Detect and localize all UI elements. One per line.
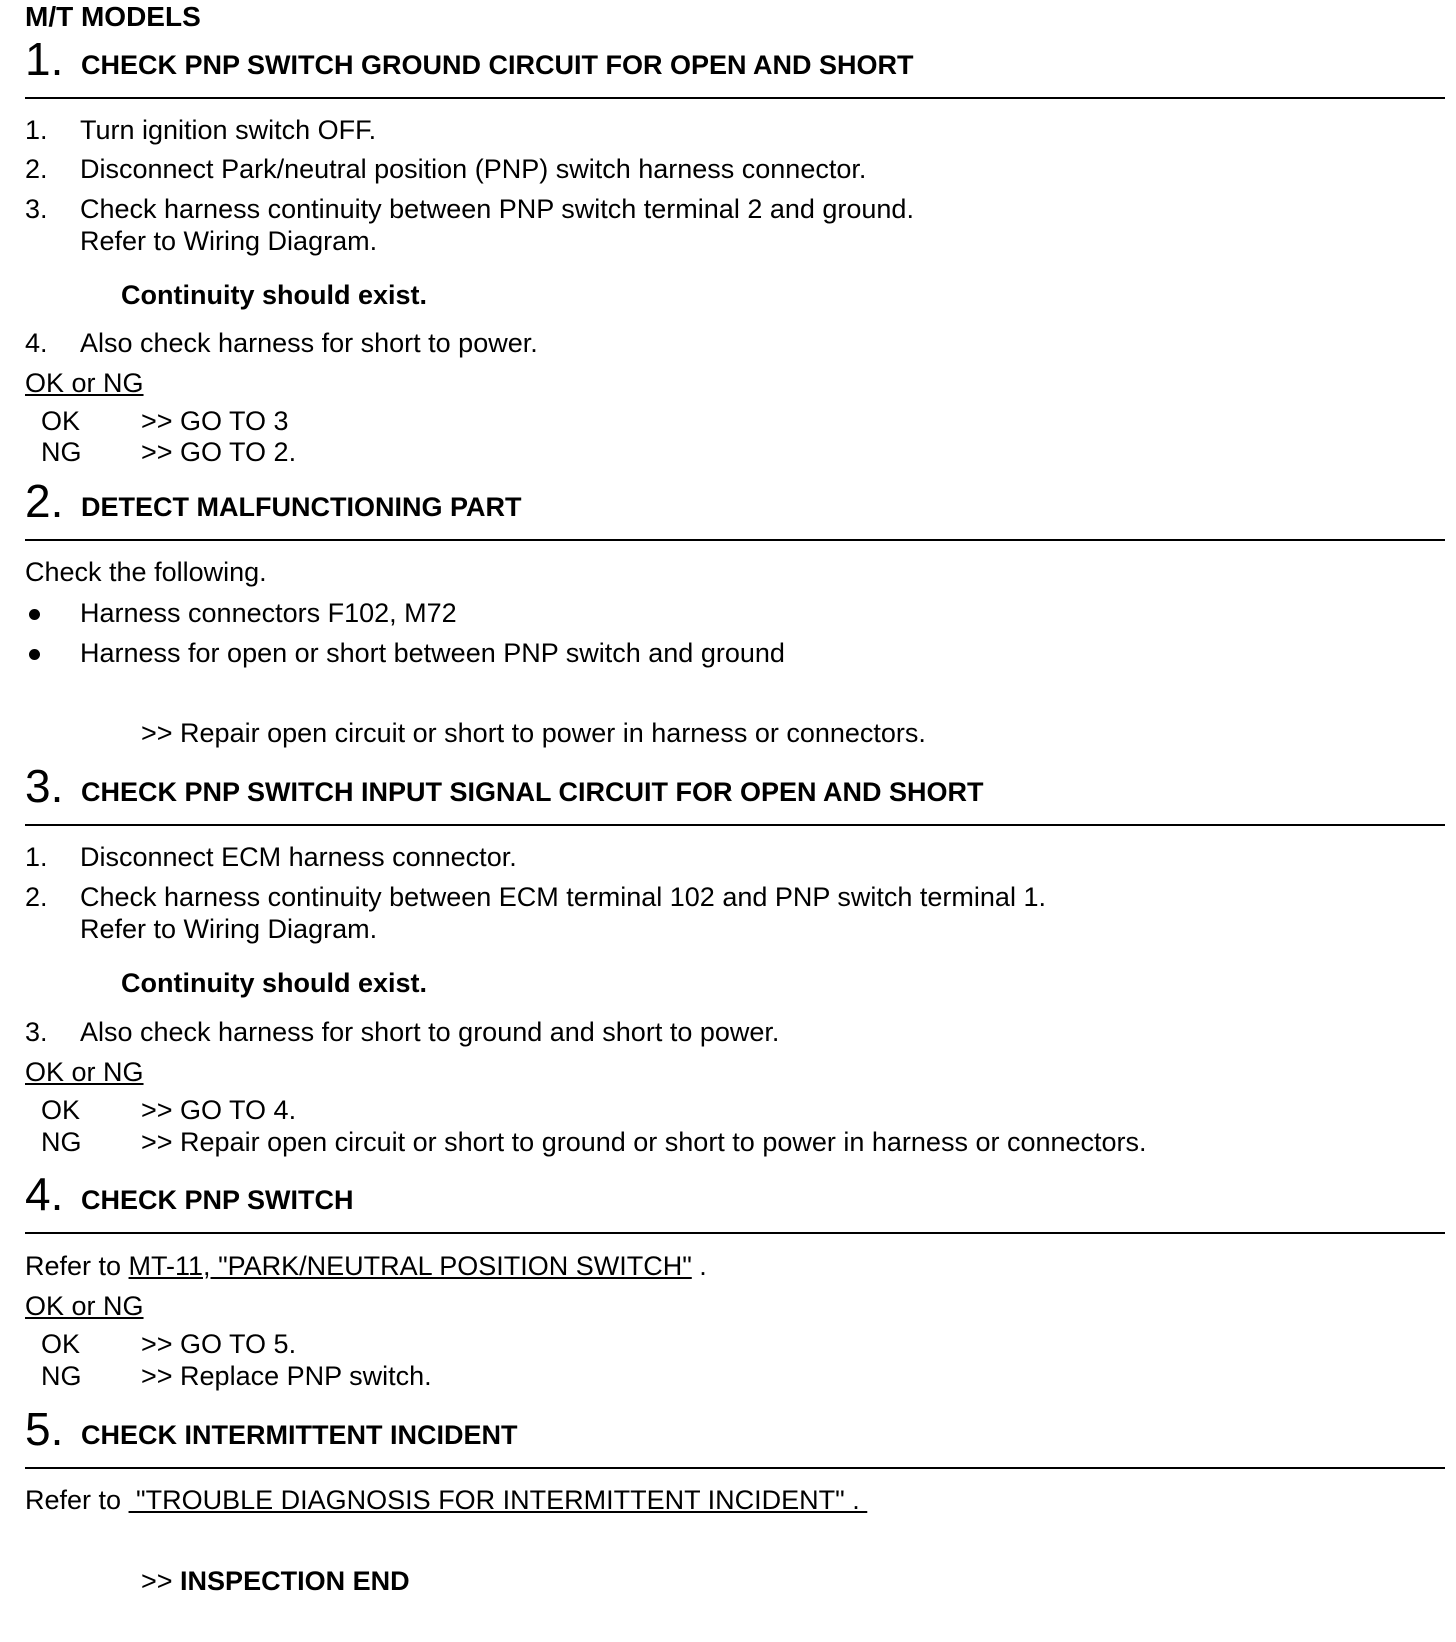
step-1-item-4-text: Also check harness for short to power. bbox=[80, 328, 538, 358]
step-3-number: 3. bbox=[25, 760, 64, 812]
step-1-header bbox=[25, 33, 1445, 85]
step-1-item-1-text: Turn ignition switch OFF. bbox=[80, 115, 377, 145]
step-5-refer bbox=[25, 1484, 867, 1516]
step-1-divider bbox=[25, 97, 1445, 99]
step-1-item-3-number: 3. bbox=[25, 194, 48, 224]
step-2-action: >> Repair open circuit or short to power in harness or connectors. bbox=[141, 718, 926, 748]
step-5-end-arrow: >> bbox=[141, 1566, 181, 1596]
step-4-divider bbox=[25, 1232, 1445, 1234]
step-1-item-3-subtext: Refer to Wiring Diagram. bbox=[80, 226, 378, 256]
step-2-number: 2. bbox=[25, 475, 64, 527]
step-1-spec: Continuity should exist. bbox=[121, 280, 428, 310]
step-4-ok-action: >> GO TO 5. bbox=[141, 1329, 297, 1359]
step-4-number: 4. bbox=[25, 1168, 64, 1220]
inspection-end-label: INSPECTION END bbox=[180, 1566, 410, 1596]
step-4-ok-code: OK bbox=[41, 1329, 81, 1359]
step-3-title: CHECK PNP SWITCH INPUT SIGNAL CIRCUIT FOR OPEN AND SHORT bbox=[81, 777, 984, 807]
step-3-ng-code: NG bbox=[41, 1127, 82, 1157]
step-3-header bbox=[25, 760, 1445, 812]
step-5-number: 5. bbox=[25, 1403, 64, 1455]
step-3-ok-ng-label: OK or NG bbox=[25, 1057, 144, 1087]
step-3-item-1-text: Disconnect ECM harness connector. bbox=[80, 842, 517, 872]
bullet-icon bbox=[29, 649, 40, 660]
step-1-item-3-text: Check harness continuity between PNP switch terminal 2 and ground. bbox=[80, 194, 914, 224]
step-1-item-1-number: 1. bbox=[25, 115, 48, 145]
step-4-ng-code: NG bbox=[41, 1361, 82, 1391]
step-2-bullet-2: Harness for open or short between PNP switch and ground bbox=[80, 638, 785, 668]
step-1-ok-code: OK bbox=[41, 406, 81, 436]
step-3-item-3-number: 3. bbox=[25, 1017, 48, 1047]
step-5-divider bbox=[25, 1467, 1445, 1469]
step-3-ng-action: >> Repair open circuit or short to ground or short to power in harness or connectors. bbox=[141, 1127, 1147, 1157]
step-4-refer-prefix: Refer to bbox=[25, 1251, 129, 1281]
step-1-ok-ng-label: OK or NG bbox=[25, 368, 144, 398]
step-2-bullet-1: Harness connectors F102, M72 bbox=[80, 598, 457, 628]
step-1-ng-action: >> GO TO 2. bbox=[141, 437, 297, 467]
step-1-item-2-text: Disconnect Park/neutral position (PNP) switch harness connector. bbox=[80, 154, 867, 184]
step-3-ok-code: OK bbox=[41, 1095, 81, 1125]
step-5-header bbox=[25, 1403, 1445, 1455]
step-1-item-4-number: 4. bbox=[25, 328, 48, 358]
step-1-item-2-number: 2. bbox=[25, 154, 48, 184]
bullet-icon bbox=[29, 609, 40, 620]
step-5-refer-prefix: Refer to bbox=[25, 1485, 129, 1515]
step-5-end bbox=[141, 1565, 410, 1597]
step-2-intro: Check the following. bbox=[25, 557, 267, 587]
step-3-item-2-number: 2. bbox=[25, 882, 48, 912]
step-4-title: CHECK PNP SWITCH bbox=[81, 1185, 354, 1215]
page-title: M/T MODELS bbox=[25, 1, 201, 32]
step-4-ng-action: >> Replace PNP switch. bbox=[141, 1361, 432, 1391]
step-3-item-2-text: Check harness continuity between ECM terminal 102 and PNP switch terminal 1. bbox=[80, 882, 1046, 912]
step-4-ok-ng-label: OK or NG bbox=[25, 1291, 144, 1321]
step-4-refer bbox=[25, 1250, 707, 1282]
park-neutral-position-switch-link[interactable]: MT-11, "PARK/NEUTRAL POSITION SWITCH" bbox=[128, 1251, 692, 1281]
intermittent-incident-link[interactable]: "TROUBLE DIAGNOSIS FOR INTERMITTENT INCIDENT" . bbox=[128, 1485, 868, 1515]
step-1-ng-code: NG bbox=[41, 437, 82, 467]
step-3-ok-action: >> GO TO 4. bbox=[141, 1095, 297, 1125]
step-3-spec: Continuity should exist. bbox=[121, 968, 428, 998]
step-4-refer-suffix: . bbox=[691, 1251, 707, 1281]
step-4-header bbox=[25, 1168, 1445, 1220]
step-3-item-3-text: Also check harness for short to ground and short to power. bbox=[80, 1017, 780, 1047]
step-2-title: DETECT MALFUNCTIONING PART bbox=[81, 492, 522, 522]
step-2-divider bbox=[25, 539, 1445, 541]
step-3-item-1-number: 1. bbox=[25, 842, 48, 872]
step-1-ok-action: >> GO TO 3 bbox=[141, 406, 289, 436]
step-3-divider bbox=[25, 824, 1445, 826]
step-1-title: CHECK PNP SWITCH GROUND CIRCUIT FOR OPEN AND SHORT bbox=[81, 50, 914, 80]
step-5-title: CHECK INTERMITTENT INCIDENT bbox=[81, 1420, 518, 1450]
step-1-number: 1. bbox=[25, 33, 64, 85]
step-3-item-2-subtext: Refer to Wiring Diagram. bbox=[80, 914, 378, 944]
step-2-header bbox=[25, 475, 1445, 527]
